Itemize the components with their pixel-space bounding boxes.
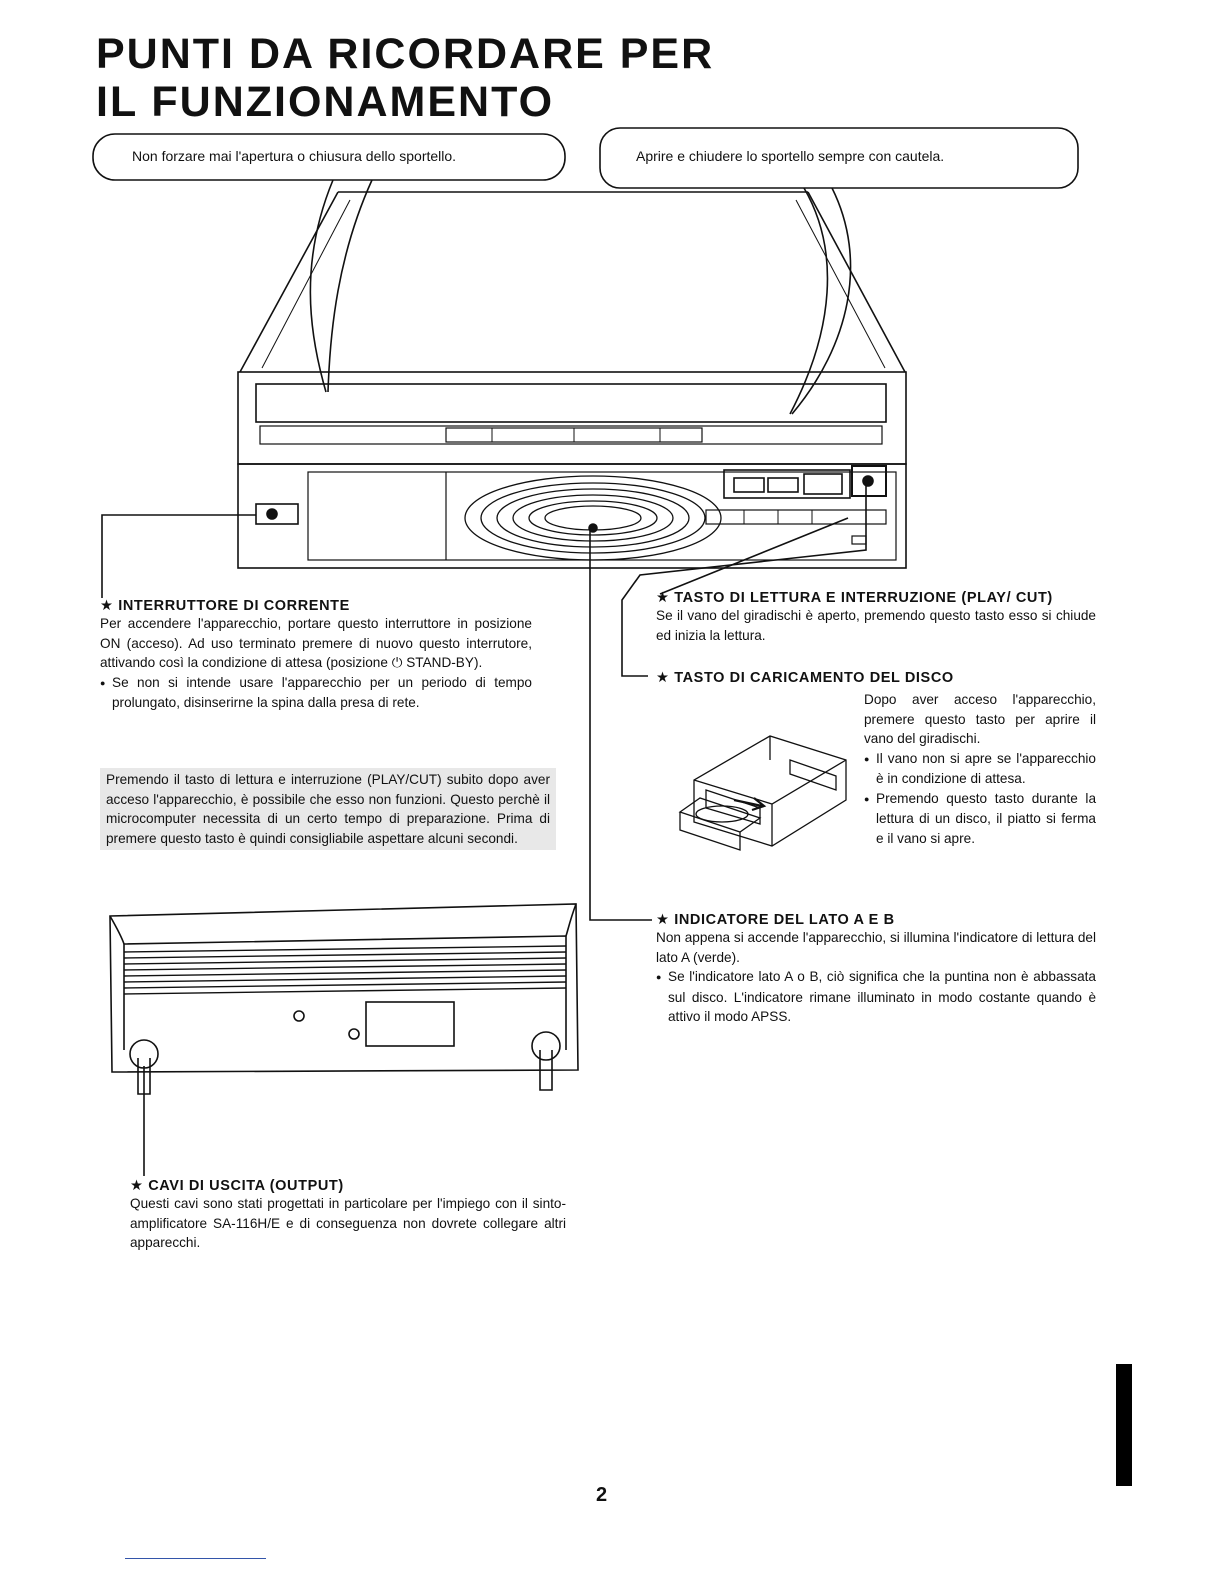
callout-play (660, 518, 848, 594)
cavi-text: Questi cavi sono stati progettati in particolare per l'impiego con il sinto-amplificatore SA-116H/E e di conseguenza non dovrete collegare altri apparecchi. (130, 1196, 566, 1250)
lid-right-edge (808, 192, 905, 372)
caricamento-text: Dopo aver acceso l'apparecchio, premere questo tasto per aprire il vano del giradischi. (864, 692, 1096, 746)
page-number: 2 (596, 1484, 608, 1506)
caricamento-bullet-2: ● Premendo questo tasto durante la lettura di un disco, il piatto si ferma e il vano si apre. (864, 789, 1096, 849)
section-indicatore (656, 912, 1096, 1027)
right-bubble (636, 148, 944, 164)
indicatore-heading: ★ INDICATORE DEL LATO A E B (656, 912, 895, 928)
caricamento-heading: ★ TASTO DI CARICAMENTO DEL DISCO (656, 670, 954, 686)
right-bubble-tail-a (790, 188, 827, 414)
left-bubble-text: Non forzare mai l'apertura o chiusura dello sportello. (132, 148, 457, 164)
section-caricamento-heading (656, 670, 1096, 686)
title-line-1: PUNTI DA RICORDARE PER (96, 30, 715, 78)
footer-rule (125, 1558, 266, 1559)
interruttore-bullet: ● Se non si intende usare l'apparecchio per un periodo di tempo prolungato, disinserirne la spina dalla presa di rete. (100, 673, 532, 713)
play-cut-heading: ★ TASTO DI LETTURA E INTERRUZIONE (PLAY/ CUT) (656, 590, 1053, 606)
left-bubble (132, 148, 456, 164)
section-cavi (130, 1178, 566, 1253)
indicatore-bullet: ● Se l'indicatore lato A o B, ciò significa che la puntina non è abbassata sul disco. L'indicatore rimane illuminato in modo costante quando è attivo il modo APSS. (656, 967, 1096, 1027)
interruttore-heading: ★ INTERRUTTORE DI CORRENTE (100, 598, 350, 614)
interruttore-note (100, 768, 556, 850)
left-bubble-tail-b (328, 180, 372, 392)
caricamento-bullet-1: ● Il vano non si apre se l'apparecchio è in condizione di attesa. (864, 749, 1096, 789)
device-front-upper (238, 372, 906, 464)
section-tab-marker (1116, 1364, 1132, 1486)
callout-power (102, 515, 256, 598)
indicatore-text: Non appena si accende l'apparecchio, si illumina l'indicatore di lettura del lato A (verde). (656, 930, 1096, 965)
section-caricamento-body (864, 690, 1096, 848)
interruttore-note-text: Premendo il tasto di lettura e interruzione (PLAY/CUT) subito dopo aver acceso l'apparecchio, è possibile che esso non funzioni. Questo perchè il microcomputer necessita di un certo tempo di preparazione. Prima di premere questo tasto è quindi consigliabile aspettare alcuni secondi. (100, 768, 556, 850)
right-bubble-tail-b (792, 188, 851, 414)
callout-indicator (590, 528, 652, 920)
section-interruttore (100, 598, 532, 713)
rear-panel-illustration (110, 904, 578, 1176)
right-bubble-text: Aprire e chiudere lo sportello sempre con cautela. (636, 148, 945, 164)
interruttore-text: Per accendere l'apparecchio, portare questo interruttore in posizione ON (acceso). Ad uso terminato premere di nuovo questo interrutore, attivando così la condizione di attesa (posizione ⏻ STAND-BY). (100, 616, 532, 670)
lid-left-edge (240, 192, 338, 372)
cavi-heading: ★ CAVI DI USCITA (OUTPUT) (130, 1178, 344, 1194)
play-cut-text: Se il vano del giradischi è aperto, premendo questo tasto esso si chiude ed inizia la lettura. (656, 608, 1096, 643)
section-play-cut (656, 590, 1096, 645)
drawer-illustration (680, 736, 846, 850)
title-line-2: IL FUNZIONAMENTO (96, 78, 555, 126)
